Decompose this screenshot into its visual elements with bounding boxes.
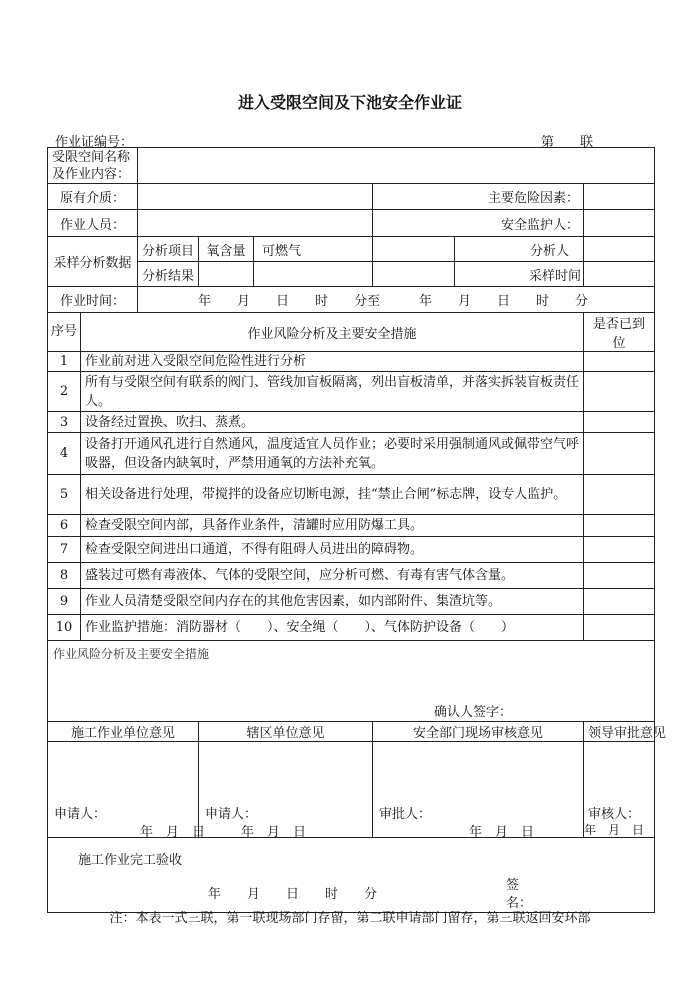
permit-form-table [47, 147, 667, 913]
date-label: 年 月 日 [584, 823, 645, 837]
work-time-value[interactable]: 年 月 日 时 分至 年 月 日 时 分 [138, 287, 655, 313]
measure-done-field[interactable] [584, 537, 655, 563]
work-time-label: 作业时间： [48, 287, 138, 313]
measure-row [48, 589, 655, 615]
measure-no: 2 [48, 372, 81, 412]
medium-field[interactable] [138, 184, 373, 210]
measure-no: 5 [48, 475, 81, 515]
measure-done-field[interactable] [584, 352, 655, 372]
measure-text: 检查受限空间内部，具备作业条件，清罐时应用防爆工具。 [81, 515, 584, 537]
opinions-body-row [48, 742, 655, 838]
jurisdiction-unit-opinion-header: 辖区单位意见 [199, 722, 373, 742]
combustible-label: 可燃气 [254, 237, 373, 262]
sampling-label: 采样分析数据 [48, 237, 138, 287]
date-label: 年 月 日 [140, 825, 206, 840]
sampling-cell-1[interactable] [373, 237, 455, 262]
measure-no: 6 [48, 515, 81, 537]
measure-done-field[interactable] [584, 515, 655, 537]
measure-text: 检查受限空间进出口通道，不得有阻碍人员进出的障碍物。 [81, 537, 584, 563]
measure-row [48, 372, 655, 412]
safety-dept-opinion-box[interactable] [373, 742, 584, 838]
space-name-label: 受限空间名称及作业内容： [48, 148, 138, 184]
completion-time: 年 月 日 时 分 [208, 887, 378, 902]
completion-sign-label-2: 名： [506, 896, 533, 911]
workers-row [48, 210, 655, 237]
measure-no: 10 [48, 615, 81, 641]
footer-note: 注：本表一式三联，第一联现场部门存留，第二联申请部门留存，第三联返回安环部 [109, 911, 591, 926]
analysis-result-label: 分析结果 [138, 262, 199, 287]
sampling-cell-2[interactable] [373, 262, 455, 287]
medium-label: 原有介质： [48, 184, 138, 210]
medium-row [48, 184, 655, 210]
risk-analysis-label: 作业风险分析及主要安全措施 [53, 647, 210, 661]
measure-done-field[interactable] [584, 475, 655, 515]
done-header: 是否已到位 [584, 313, 655, 352]
completion-label: 施工作业完工验收 [78, 853, 183, 868]
construction-unit-opinion-box[interactable] [48, 742, 206, 840]
space-name-row [48, 148, 655, 184]
measure-text: 作业人员清楚受限空间内存在的其他危害因素，如内部附件、集渣坑等。 [81, 589, 584, 615]
measure-header: 作业风险分析及主要安全措施 [81, 313, 584, 352]
analysis-item-label: 分析项目 [138, 237, 199, 262]
measure-no: 9 [48, 589, 81, 615]
safety-dept-opinion-header: 安全部门现场审核意见 [373, 722, 584, 742]
oxygen-result-field[interactable] [199, 262, 254, 287]
measure-no: 1 [48, 352, 81, 372]
measure-no: 7 [48, 537, 81, 563]
risk-analysis-row [48, 641, 655, 722]
sampling-row-1 [48, 237, 655, 262]
form-title: 进入受限空间及下池安全作业证 [237, 93, 462, 112]
permit-number-label: 作业证编号： [55, 135, 134, 150]
measure-row [48, 433, 655, 475]
date-label: 年 月 日 [241, 825, 307, 840]
guardian-field[interactable] [584, 210, 655, 237]
completion-sign-label-1: 签 [506, 878, 520, 893]
construction-unit-opinion-header: 施工作业单位意见 [48, 722, 199, 742]
measure-row [48, 515, 655, 537]
measure-done-field[interactable] [584, 412, 655, 433]
completion-box[interactable] [48, 838, 655, 913]
measure-done-field[interactable] [584, 563, 655, 589]
copy-number-label: 第 联 [541, 135, 594, 150]
measure-done-field[interactable] [584, 433, 655, 475]
reviewer-label: 审核人： [588, 807, 641, 822]
measure-row [48, 412, 655, 433]
seq-header: 序号 [48, 313, 81, 352]
leader-approval-header: 领导审批意见 [584, 722, 655, 742]
applicant-label: 申请人： [54, 807, 107, 822]
date-label: 年 月 日 [469, 825, 535, 840]
space-name-field[interactable] [138, 148, 655, 184]
measure-done-field[interactable] [584, 589, 655, 615]
applicant-label: 申请人： [205, 807, 258, 822]
hazard-label: 主要危险因素： [373, 184, 584, 210]
jurisdiction-unit-opinion-box[interactable] [199, 742, 373, 838]
approver-label: 审批人： [379, 807, 432, 822]
hazard-field[interactable] [584, 184, 655, 210]
measure-no: 8 [48, 563, 81, 589]
completion-row [48, 838, 655, 913]
analyst-label: 分析人 [455, 237, 584, 262]
guardian-label: 安全监护人： [373, 210, 584, 237]
measure-row [48, 563, 655, 589]
measure-row [48, 475, 655, 515]
measures-header-row [48, 313, 655, 352]
measure-row [48, 615, 655, 641]
measure-text: 所有与受限空间有联系的阀门、管线加盲板隔离，列出盲板清单，并落实拆装盲板责任人。 [81, 372, 584, 412]
analyst-field[interactable] [584, 237, 655, 262]
measure-row [48, 352, 655, 372]
sampling-row-2 [48, 262, 655, 287]
sample-time-field[interactable] [584, 262, 655, 287]
work-time-row [48, 287, 655, 313]
measure-text: 相关设备进行处理，带搅拌的设备应切断电源，挂“禁止合闸”标志牌，设专人监护。 [81, 475, 584, 515]
measure-text: 作业监护措施：消防器材（ ）、安全绳（ ）、气体防护设备（ ） [81, 615, 584, 641]
measure-text: 盛装过可燃有毒液体、气体的受限空间，应分析可燃、有毒有害气体含量。 [81, 563, 584, 589]
workers-label: 作业人员： [48, 210, 138, 237]
risk-analysis-box[interactable] [48, 641, 655, 722]
oxygen-label: 氧含量 [199, 237, 254, 262]
measure-text: 设备经过置换、吹扫、蒸煮。 [81, 412, 584, 433]
measure-text: 作业前对进入受限空间危险性进行分析 [81, 352, 584, 372]
measure-no: 3 [48, 412, 81, 433]
workers-field[interactable] [138, 210, 373, 237]
measure-no: 4 [48, 433, 81, 475]
combustible-result-field[interactable] [254, 262, 373, 287]
confirm-signature-label: 确认人签字： [434, 705, 513, 720]
leader-approval-box[interactable] [584, 742, 655, 838]
sample-time-label: 采样时间 [455, 262, 584, 287]
measure-text: 设备打开通风孔进行自然通风，温度适宜人员作业；必要时采用强制通风或佩带空气呼吸器，但设备内缺氧时，严禁用通氧的方法补充氧。 [81, 433, 584, 475]
measure-row [48, 537, 655, 563]
measure-done-field[interactable] [584, 372, 655, 412]
opinions-header-row [48, 722, 655, 742]
measure-done-field[interactable] [584, 615, 655, 641]
